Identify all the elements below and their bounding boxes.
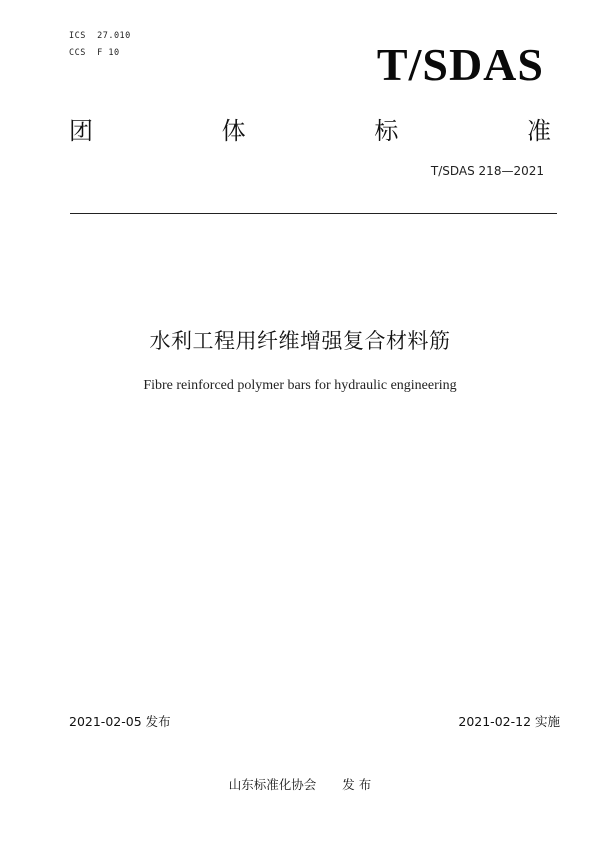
publisher-name: 山东标准化协会	[228, 777, 317, 792]
document-title-chinese: 水利工程用纤维增强复合材料筋	[149, 329, 451, 353]
publisher-action: 发 布	[342, 777, 372, 792]
implementation-date: 2021-02-12 实施	[458, 714, 560, 729]
standard-type-char: 标	[374, 117, 399, 145]
ics-code: ICS 27.010	[69, 31, 131, 41]
ccs-code: CCS F 10	[69, 48, 120, 58]
standard-number: T/SDAS 218—2021	[430, 164, 544, 178]
header-divider	[70, 213, 557, 214]
classification-codes	[69, 28, 131, 62]
publisher-line	[0, 776, 600, 794]
document-title-english: Fibre reinforced polymer bars for hydraulic engineering	[143, 378, 457, 393]
standard-logo: T/SDAS	[376, 39, 544, 90]
standard-type-char: 准	[526, 117, 551, 145]
issue-date: 2021-02-05 发布	[69, 714, 171, 729]
standard-type-char: 体	[221, 117, 246, 145]
standard-type-char: 团	[69, 117, 93, 145]
standard-type-heading	[69, 116, 551, 146]
